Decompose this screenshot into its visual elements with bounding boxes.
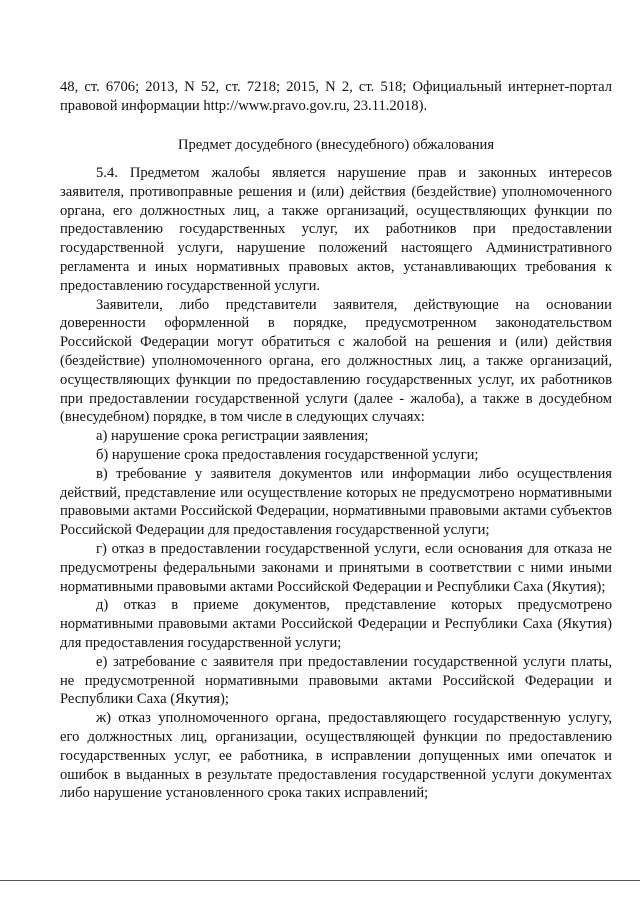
paragraph-applicants: Заявители, либо представители заявителя, действующие на основании доверенности оформленной в порядке, предусмотренном законодательством Российской Федерации могут обратиться с жалобой на решения и (или) действия (бездействие) уполномоченного органа, его должностных лиц, а также организаций, осуществляющих функции по предоставлению государственных услуг, их работников при предоставлении государственной услуги (далее - жалоба), а также в досудебном (внесудебном) порядке, в том числе в следующих случаях: xyxy=(60,296,612,426)
list-item-b: б) нарушение срока предоставления государственной услуги; xyxy=(96,446,479,463)
page-bottom-divider xyxy=(0,880,640,881)
section-body xyxy=(60,164,612,803)
list-item-a: а) нарушение срока регистрации заявления; xyxy=(96,428,369,445)
paragraph-5-4: 5.4. Предметом жалобы является нарушение прав и законных интересов заявителя, противоправные решения и (или) действия (бездействие) уполномоченного органа, его должностных лиц, а также организаций, осуществляющих функции по предоставлению государственных услуг, их работников при предоставлении государственной услуги, нарушение положений настоящего Административного регламента и иных нормативных правовых актов, устанавливающих требования к предоставлению государственной услуги. xyxy=(60,165,612,294)
list-item-e: е) затребование с заявителя при предоставлении государственной услуги платы, не предусмотренной нормативными правовыми актами Российской Федерации и Республики Саха (Якутия); xyxy=(60,653,612,708)
list-item-v: в) требование у заявителя документов или информации либо осуществления действий, представление или осуществление которых не предусмотрено нормативными правовыми актами Российской Федерации, нормативными правовыми актами субъектов Российской Федерации для предоставления государственной услуги; xyxy=(60,465,612,539)
section-heading: Предмет досудебного (внесудебного) обжалования xyxy=(177,137,495,153)
intro-paragraph: 48, ст. 6706; 2013, N 52, ст. 7218; 2015, N 2, ст. 518; Официальный интернет-портал правовой информации http://www.pravo.gov.ru, 23.11.2018). xyxy=(60,79,612,114)
list-item-g: г) отказ в предоставлении государственной услуги, если основания для отказа не предусмотрены федеральными законами и принятыми в соответствии с ними иными нормативными правовыми актами Российской Федерации и Республики Саха (Якутия); xyxy=(60,540,612,595)
list-item-zh: ж) отказ уполномоченного органа, предоставляющего государственную услугу, его должностных лиц, организации, осуществляющей функции по предоставлению государственных услуг, ее работника, в исправлении допущенных ими опечаток и ошибок в выданных в результате предоставления государственной услуги документах либо нарушение установленного срока таких исправлений; xyxy=(60,710,612,802)
list-item-d: д) отказ в приеме документов, представление которых предусмотрено нормативными правовыми актами Российской Федерации и Республики Саха (Якутия) для предоставления государственной услуги; xyxy=(60,597,612,651)
